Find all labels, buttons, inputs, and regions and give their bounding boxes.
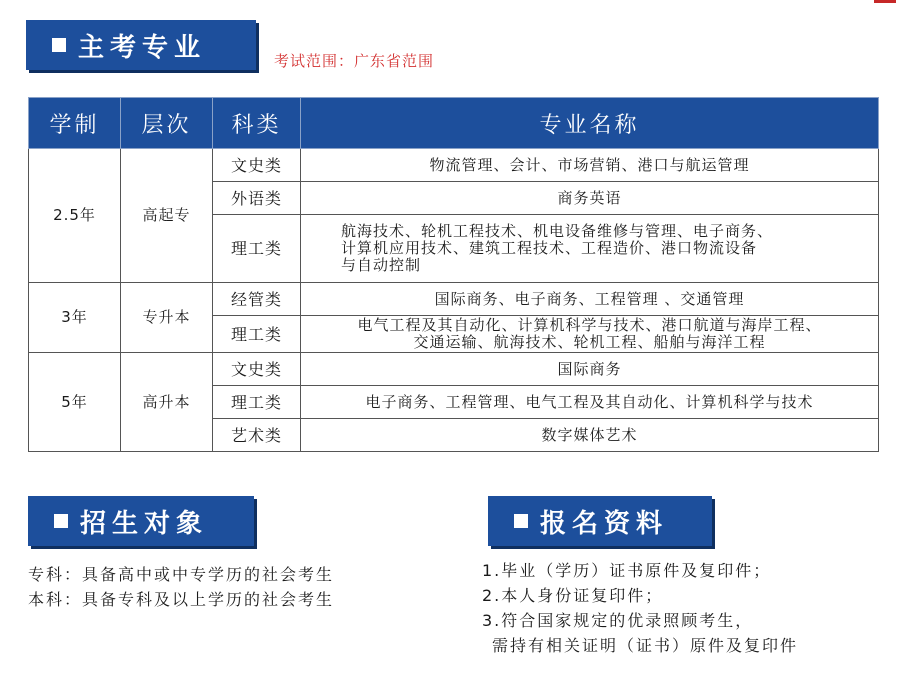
category-cell: 艺术类 — [213, 419, 301, 452]
header-level: 层次 — [121, 98, 213, 149]
level-cell: 专升本 — [121, 283, 213, 353]
category-cell: 外语类 — [213, 182, 301, 215]
duration-cell: 5年 — [29, 353, 121, 452]
level-cell: 高升本 — [121, 353, 213, 452]
major-line: 电子商务、工程管理、电气工程及其自动化、计算机科学与技术 — [365, 392, 814, 411]
square-bullet-icon — [52, 38, 66, 52]
majors-table — [28, 97, 879, 452]
major-line: 计算机应用技术、建筑工程技术、工程造价、港口物流设备 — [341, 239, 758, 257]
major-line: 物流管理、会计、市场营销、港口与航运管理 — [429, 155, 750, 174]
header-duration: 学制 — [29, 98, 121, 149]
docs-section-header — [488, 496, 712, 546]
header-major-name: 专业名称 — [301, 98, 879, 149]
major-names-cell — [301, 283, 879, 316]
duration-cell: 2.5年 — [29, 149, 121, 283]
list-item: 需持有相关证明（证书）原件及复印件 — [492, 636, 799, 655]
category-cell: 文史类 — [213, 353, 301, 386]
list-item: 1.毕业（学历）证书原件及复印件； — [482, 561, 772, 580]
major-line: 电气工程及其自动化、计算机科学与技术、港口航道与海岸工程、 — [357, 316, 822, 334]
major-line: 交通运输、航海技术、轮机工程、船舶与海洋工程 — [413, 333, 766, 351]
table-body — [29, 149, 879, 452]
square-bullet-icon — [514, 514, 528, 528]
category-cell: 经管类 — [213, 283, 301, 316]
major-names-cell — [301, 353, 879, 386]
major-section-title: 主考专业 — [78, 32, 207, 63]
square-bullet-icon — [54, 514, 68, 528]
list-item: 本科：具备专科及以上学历的社会考生 — [28, 590, 335, 609]
category-cell: 理工类 — [213, 215, 301, 283]
major-names-cell — [301, 386, 879, 419]
list-item: 3.符合国家规定的优录照顾考生， — [482, 611, 754, 630]
major-section-header — [26, 20, 256, 70]
corner-accent — [874, 0, 896, 3]
major-line: 国际商务、电子商务、工程管理 、交通管理 — [434, 289, 745, 308]
level-cell: 高起专 — [121, 149, 213, 283]
table-row — [29, 353, 879, 386]
major-line: 商务英语 — [557, 188, 622, 207]
exam-scope-note: 考试范围：广东省范围 — [274, 52, 435, 70]
major-names-cell — [301, 419, 879, 452]
header-category: 科类 — [213, 98, 301, 149]
major-names-cell — [301, 182, 879, 215]
enroll-target-list — [28, 562, 334, 612]
category-cell: 文史类 — [213, 149, 301, 182]
table-header-row — [29, 98, 879, 149]
list-item: 2.本人身份证复印件； — [482, 586, 664, 605]
major-names-cell — [301, 215, 879, 283]
major-line: 国际商务 — [557, 359, 622, 378]
major-names-cell — [301, 149, 879, 182]
major-line: 数字媒体艺术 — [541, 425, 638, 444]
major-line: 航海技术、轮机工程技术、机电设备维修与管理、电子商务、 — [341, 222, 774, 240]
table-row — [29, 149, 879, 182]
enroll-section-header — [28, 496, 254, 546]
table-row — [29, 283, 879, 316]
major-line: 与自动控制 — [341, 256, 422, 274]
application-docs-list — [482, 558, 798, 658]
enroll-section-title: 招生对象 — [80, 508, 209, 539]
major-names-cell — [301, 316, 879, 353]
duration-cell: 3年 — [29, 283, 121, 353]
docs-section-title: 报名资料 — [540, 508, 669, 539]
list-item: 专科：具备高中或中专学历的社会考生 — [28, 565, 335, 584]
category-cell: 理工类 — [213, 316, 301, 353]
category-cell: 理工类 — [213, 386, 301, 419]
